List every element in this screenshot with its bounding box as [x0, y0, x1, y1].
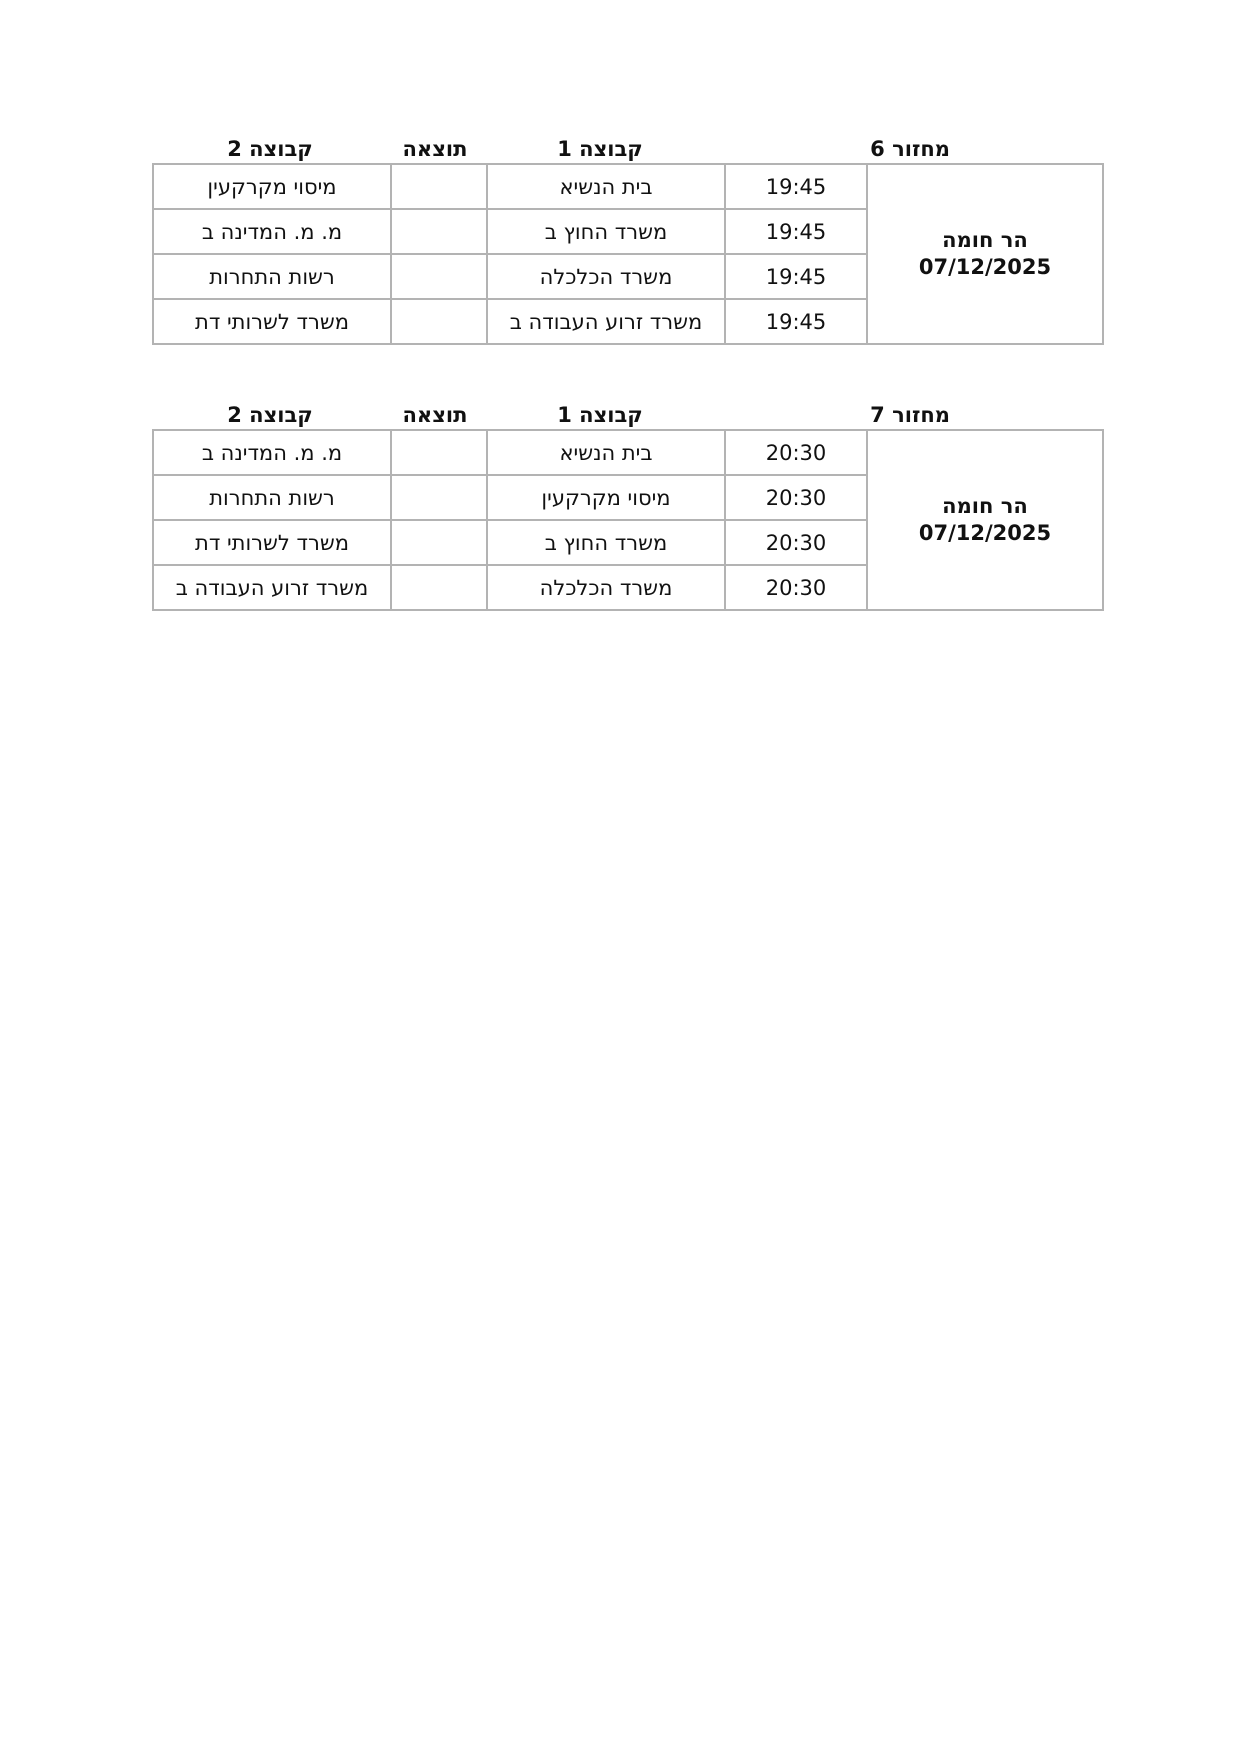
- round-header: [152, 135, 1092, 163]
- team2-cell: משרד לשרותי דת: [153, 299, 391, 344]
- time-cell: 20:30: [725, 475, 867, 520]
- header-result: תוצאה: [402, 137, 468, 161]
- venue-date: 07/12/2025: [918, 255, 1052, 279]
- table-row: [153, 430, 1103, 475]
- round-title: מחזור 7: [870, 403, 950, 427]
- table-row: [153, 164, 1103, 209]
- team1-cell: משרד זרוע העבודה ב: [487, 299, 725, 344]
- header-team2: קבוצה 2: [227, 137, 313, 161]
- team1-cell: משרד הכלכלה: [487, 254, 725, 299]
- round-title: מחזור 6: [870, 137, 950, 161]
- team2-cell: מיסוי מקרקעין: [153, 164, 391, 209]
- round-6-section: [152, 135, 1092, 345]
- time-cell: 20:30: [725, 520, 867, 565]
- team2-cell: משרד זרוע העבודה ב: [153, 565, 391, 610]
- time-cell: 19:45: [725, 209, 867, 254]
- header-team1: קבוצה 1: [557, 137, 643, 161]
- team2-cell: מ. מ. המדינה ב: [153, 209, 391, 254]
- venue-name: הר חומה: [942, 494, 1028, 518]
- result-cell: [391, 430, 487, 475]
- team2-cell: מ. מ. המדינה ב: [153, 430, 391, 475]
- games-table: [152, 429, 1104, 611]
- team2-cell: רשות התחרות: [153, 254, 391, 299]
- round-7-section: [152, 401, 1092, 611]
- team1-cell: משרד הכלכלה: [487, 565, 725, 610]
- team1-cell: בית הנשיא: [487, 164, 725, 209]
- time-cell: 19:45: [725, 164, 867, 209]
- games-table: [152, 163, 1104, 345]
- venue-cell: [867, 430, 1103, 610]
- result-cell: [391, 209, 487, 254]
- header-result: תוצאה: [402, 403, 468, 427]
- header-team2: קבוצה 2: [227, 403, 313, 427]
- team2-cell: משרד לשרותי דת: [153, 520, 391, 565]
- venue-cell: [867, 164, 1103, 344]
- team1-cell: משרד החוץ ב: [487, 209, 725, 254]
- result-cell: [391, 520, 487, 565]
- header-team1: קבוצה 1: [557, 403, 643, 427]
- round-header: [152, 401, 1092, 429]
- team1-cell: מיסוי מקרקעין: [487, 475, 725, 520]
- venue-date: 07/12/2025: [918, 521, 1052, 545]
- result-cell: [391, 475, 487, 520]
- time-cell: 19:45: [725, 254, 867, 299]
- team1-cell: משרד החוץ ב: [487, 520, 725, 565]
- time-cell: 20:30: [725, 430, 867, 475]
- result-cell: [391, 164, 487, 209]
- result-cell: [391, 565, 487, 610]
- venue-name: הר חומה: [942, 228, 1028, 252]
- team2-cell: רשות התחרות: [153, 475, 391, 520]
- time-cell: 19:45: [725, 299, 867, 344]
- team1-cell: בית הנשיא: [487, 430, 725, 475]
- result-cell: [391, 299, 487, 344]
- result-cell: [391, 254, 487, 299]
- time-cell: 20:30: [725, 565, 867, 610]
